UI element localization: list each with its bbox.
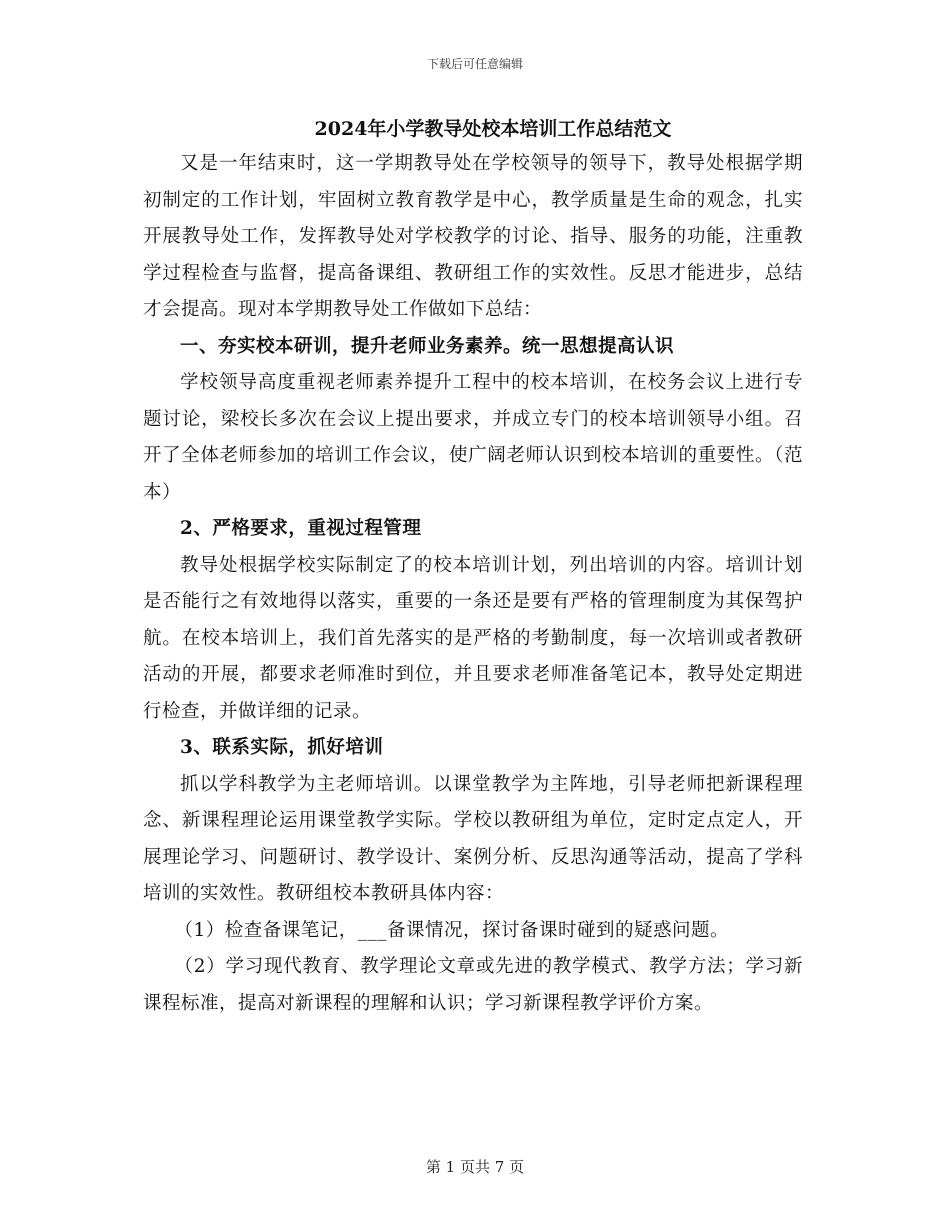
list-item-1: （1）检查备课笔记，___备课情况，探讨备课时碰到的疑惑问题。: [174, 919, 729, 941]
section-heading-3: 3、联系实际，抓好培训: [180, 737, 384, 758]
intro-paragraph: 又是一年结束时，这一学期教导处在学校领导的领导下，教导处根据学期初制定的工作计划，牢固树立教育教学是中心，教学质量是生命的观念，扎实开展教导处工作，发挥教导处对学校教学的讨论、指导、服务的功能，注重教学过程检查与监督，提高备课组、教研组工作的实效性。反思才能进步，总结才会提高。现对本学期教导处工作做如下总结：: [143, 153, 803, 320]
section-body-1: 学校领导高度重视老师素养提升工程中的校本培训，在校务会议上进行专题讨论，梁校长多次在会议上提出要求，并成立专门的校本培训领导小组。召开了全体老师参加的培训工作会议，使广阔老师认识到校本培训的重要性。（范本）: [143, 372, 803, 503]
section-heading-1: 一、夯实校本研训，提升老师业务素养。统一思想提高认识: [180, 335, 675, 357]
section-heading-2: 2、严格要求，重视过程管理: [180, 518, 422, 539]
list-item-2: （2）学习现代教育、教学理论文章或先进的教学模式、教学方法；学习新课程标准，提高对新课程的理解和认识；学习新课程教学评价方案。: [143, 956, 803, 1014]
document-title: 2024年小学教导处校本培训工作总结范文: [314, 118, 672, 140]
download-note: 下载后可任意编辑: [426, 57, 523, 71]
page-number: 第 1 页共 7 页: [425, 1158, 525, 1176]
document-body: [143, 112, 803, 1022]
section-body-2: 教导处根据学校实际制定了的校本培训计划，列出培训的内容。培训计划是否能行之有效地得以落实，重要的一条还是要有严格的管理制度为其保驾护航。在校本培训上，我们首先落实的是严格的考勤制度，每一次培训或者教研活动的开展，都要求老师准时到位，并且要求老师准备笔记本，教导处定期进行检查，并做详细的记录。: [143, 554, 803, 722]
section-body-3: 抓以学科教学为主老师培训。以课堂教学为主阵地，引导老师把新课程理念、新课程理论运用课堂教学实际。学校以教研组为单位，定时定点定人，开展理论学习、问题研讨、教学设计、案例分析、反思沟通等活动，提高了学科培训的实效性。教研组校本教研具体内容：: [143, 773, 803, 904]
